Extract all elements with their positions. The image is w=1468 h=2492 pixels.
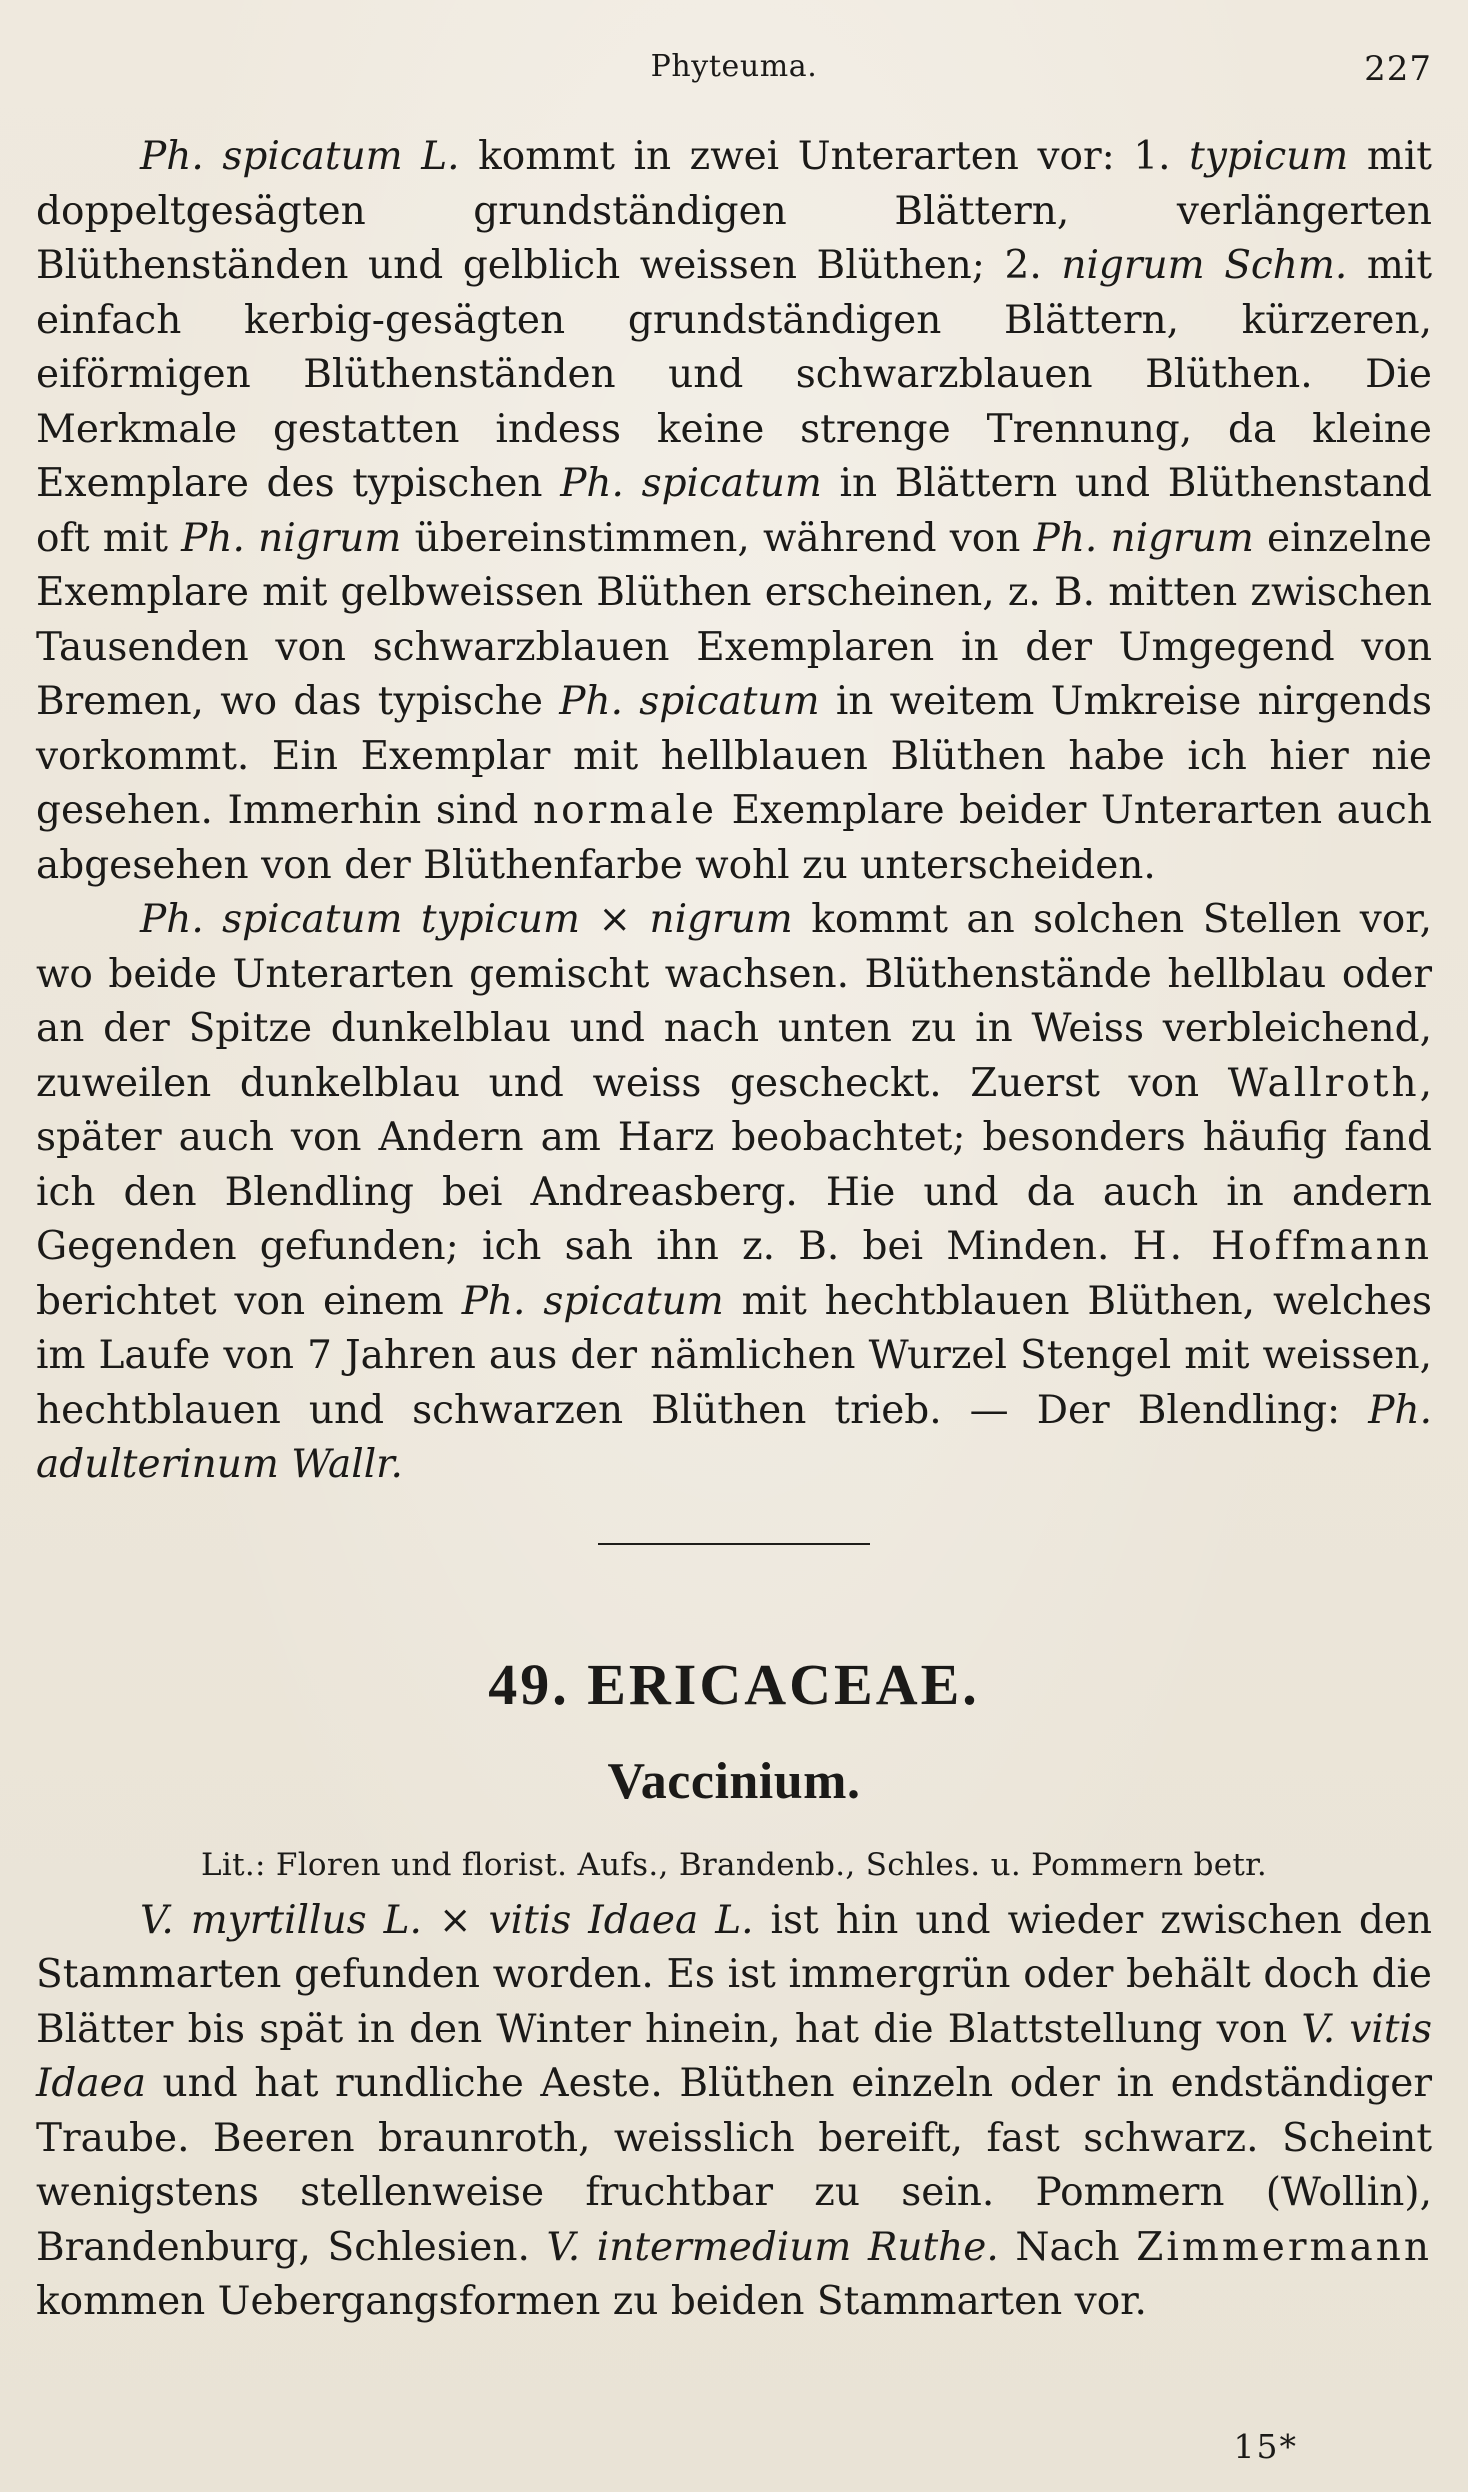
paragraph-text: in weitem Umkreise nirgends vorkommt. Ein Exemplar mit hellblauen Blüthen habe ich hier nie gesehen. Immerhin sind (36, 679, 1432, 833)
taxon-name: Ph. nigrum (181, 515, 402, 561)
paragraph-text: berichtet von einem (36, 1278, 462, 1324)
running-head: Phyteuma. (650, 49, 818, 84)
paragraph-text: , später auch von Andern am Harz beobachtet; besonders häufig fand ich den Blendling bei Andreasberg. Hie und da auch in andern Gegenden gefunden; ich sah ihn z. B. bei Minden. (36, 1060, 1432, 1269)
literature-line: Lit.: Floren und florist. Aufs., Brandenb., Schles. u. Pommern betr. (200, 1846, 1268, 1883)
paragraph-text: Nach (998, 2224, 1137, 2270)
taxon-name: V. vitis Idaea (36, 2006, 1432, 2106)
author-name: Zimmermann (1136, 2224, 1432, 2270)
taxon-name: Ph. spicatum L. (140, 134, 460, 179)
taxon-name: Ph. spicatum (559, 679, 820, 724)
taxon-name: Ph. adulterinum Wallr. (36, 1387, 1432, 1487)
taxon-name: Ph. spicatum (461, 1278, 724, 1324)
paragraph-text: kommen Uebergangsformen zu beiden Stammarten vor. (36, 2279, 1147, 2324)
taxon-name: Ph. spicatum typicum × nigrum (140, 897, 793, 942)
genus-heading: Vaccinium. (607, 1752, 861, 1810)
paragraph-text: mit doppeltgesägten grundständigen Blättern, verlängerten Blüthenständen und gelblich weissen Blüthen; 2. (36, 134, 1432, 288)
paragraph-text: ist hin und wieder zwischen den Stammarten gefunden worden. Es ist immergrün oder behält doch die Blätter bis spät in den Winter hinein, hat die Blattstellung von (36, 1897, 1432, 2052)
paragraph-text: mit einfach kerbig-gesägten grundständigen Blättern, kürzeren, eiförmigen Blüthenständen und schwarzblauen Blüthen. Die Merkmale gestatten indess keine strenge Trennung, da kleine Exemplare des typischen (36, 243, 1432, 506)
taxon-name: V. intermedium Ruthe. (546, 2224, 999, 2270)
taxon-name: Ph. nigrum (1033, 515, 1254, 561)
taxon-name: nigrum Schm. (1061, 243, 1348, 288)
taxon-name: Ph. spicatum (560, 461, 822, 506)
paragraph-text: und hat rundliche Aeste. Blüthen einzeln oder in endständiger Traube. Beeren braunroth, weisslich bereift, fast schwarz. Scheint wenigstens stellenweise fruchtbar zu sein. Pommern (Wollin), Brandenburg, Schlesien. (36, 2061, 1432, 2270)
signature-mark: 15* (1233, 2427, 1298, 2466)
taxon-name: V. myrtillus L. × vitis Idaea L. (140, 1897, 754, 1943)
paragraph-text: Exemplare beider Unterarten auch abgesehen von der Blüthenfarbe wohl zu unterscheiden. (36, 788, 1432, 888)
paragraph-text: übereinstimmen, während von (401, 515, 1034, 561)
family-heading: 49. ERICACEAE. (488, 1651, 980, 1717)
taxon-name: typicum (1189, 134, 1349, 179)
paragraph-subspecies (36, 130, 1432, 893)
paragraph-text: kommt an solchen Stellen vor, wo beide Unterarten gemischt wachsen. Blüthenstände hellblau oder an der Spitze dunkelblau und nach unten zu in Weiss verbleichend, zuweilen dunkelblau und weiss gescheckt. Zuerst von (36, 897, 1432, 1106)
paragraph-vaccinium-hybrid (36, 1894, 1432, 2330)
paragraph-text: kommt in zwei Unterarten vor: 1. (459, 134, 1190, 179)
section-divider (598, 1543, 870, 1545)
paragraph-hybrid (36, 893, 1432, 1493)
paragraph-text: in Blättern und Blüthenstand oft mit (36, 461, 1432, 561)
page-header (36, 49, 1432, 89)
phyteuma-section (36, 130, 1432, 1493)
page-number: 227 (1364, 49, 1432, 89)
paragraph-text: einzelne Exemplare mit gelbweissen Blüthen erscheinen, z. B. mitten zwischen Tausenden von schwarzblauen Exemplaren in der Umgegend von Bremen, wo das typische (36, 515, 1433, 724)
author-name: Wallroth (1227, 1060, 1420, 1106)
author-name: H. Hoffmann (1132, 1224, 1433, 1269)
paragraph-text: mit hechtblauen Blüthen, welches im Laufe von 7 Jahren aus der nämlichen Wurzel Stengel mit weissen, hechtblauen und schwarzen Blüthen trieb. — Der Blendling: (36, 1278, 1432, 1433)
emphasized-word: normale (532, 788, 718, 833)
vaccinium-section (36, 1894, 1432, 2330)
